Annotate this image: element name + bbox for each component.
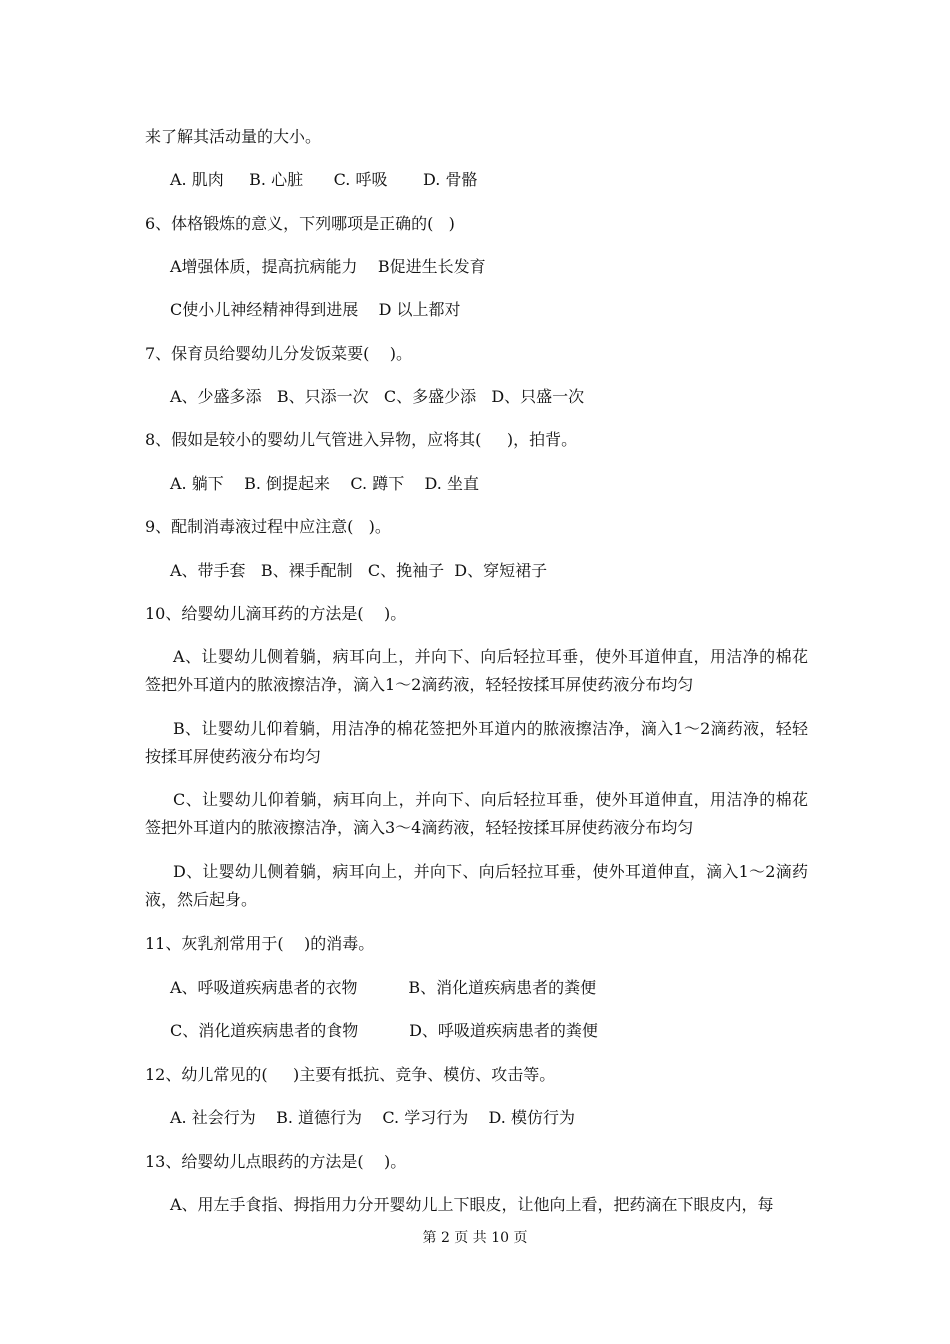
- question-10: 10、给婴幼儿滴耳药的方法是( )。: [145, 604, 407, 623]
- question-9: 9、配制消毒液过程中应注意( )。: [145, 517, 391, 536]
- answer-paragraph-d: D、让婴幼儿侧着躺，病耳向上，并向下、向后轻拉耳垂，使外耳道伸直，滴入1～2滴药液，然后起身。: [145, 862, 808, 909]
- answer-paragraph-c: C、让婴幼儿仰着躺，病耳向上，并向下、向后轻拉耳垂，使外耳道伸直，用洁净的棉花签把外耳道内的脓液擦洁净，滴入3～4滴药液，轻轻按揉耳屏使药液分布均匀: [145, 790, 808, 837]
- page-number-footer: 第 2 页 共 10 页: [422, 1230, 528, 1246]
- answer-paragraph-a: A、让婴幼儿侧着躺，病耳向上，并向下、向后轻拉耳垂，使外耳道伸直，用洁净的棉花签把外耳道内的脓液擦洁净，滴入1～2滴药液，轻轻按揉耳屏使药液分布均匀: [145, 647, 808, 694]
- answer-paragraph-b: B、让婴幼儿仰着躺，用洁净的棉花签把外耳道内的脓液擦洁净，滴入1～2滴药液，轻轻按揉耳屏使药液分布均匀: [145, 719, 808, 766]
- question-6: 6、体格锻炼的意义，下列哪项是正确的( ): [145, 214, 455, 233]
- answer-options: A. 肌肉 B. 心脏 C. 呼吸 D. 骨骼: [170, 170, 478, 189]
- question-8: 8、假如是较小的婴幼儿气管进入异物，应将其( )，拍背。: [145, 430, 578, 449]
- answer-options: A、呼吸道疾病患者的衣物 B、消化道疾病患者的粪便: [170, 978, 597, 997]
- answer-options: C、消化道疾病患者的食物 D、呼吸道疾病患者的粪便: [170, 1021, 598, 1040]
- text-line: 来了解其活动量的大小。: [145, 127, 322, 146]
- answer-options: A、用左手食指、拇指用力分开婴幼儿上下眼皮，让他向上看，把药滴在下眼皮内，每: [170, 1195, 774, 1214]
- answer-options: A. 社会行为 B. 道德行为 C. 学习行为 D. 模仿行为: [170, 1108, 575, 1127]
- answer-options: A、带手套 B、裸手配制 C、挽袖子 D、穿短裙子: [170, 561, 548, 580]
- question-7: 7、保育员给婴幼儿分发饭菜要( )。: [145, 344, 413, 363]
- answer-options: C使小儿神经精神得到进展 D 以上都对: [170, 300, 461, 319]
- answer-options: A. 躺下 B. 倒提起来 C. 蹲下 D. 坐直: [170, 474, 479, 493]
- question-12: 12、幼儿常见的( )主要有抵抗、竞争、模仿、攻击等。: [145, 1065, 556, 1084]
- question-11: 11、灰乳剂常用于( )的消毒。: [145, 934, 375, 953]
- answer-options: A、少盛多添 B、只添一次 C、多盛少添 D、只盛一次: [170, 387, 585, 406]
- answer-options: A增强体质，提高抗病能力 B促进生长发育: [170, 257, 486, 276]
- question-13: 13、给婴幼儿点眼药的方法是( )。: [145, 1152, 407, 1171]
